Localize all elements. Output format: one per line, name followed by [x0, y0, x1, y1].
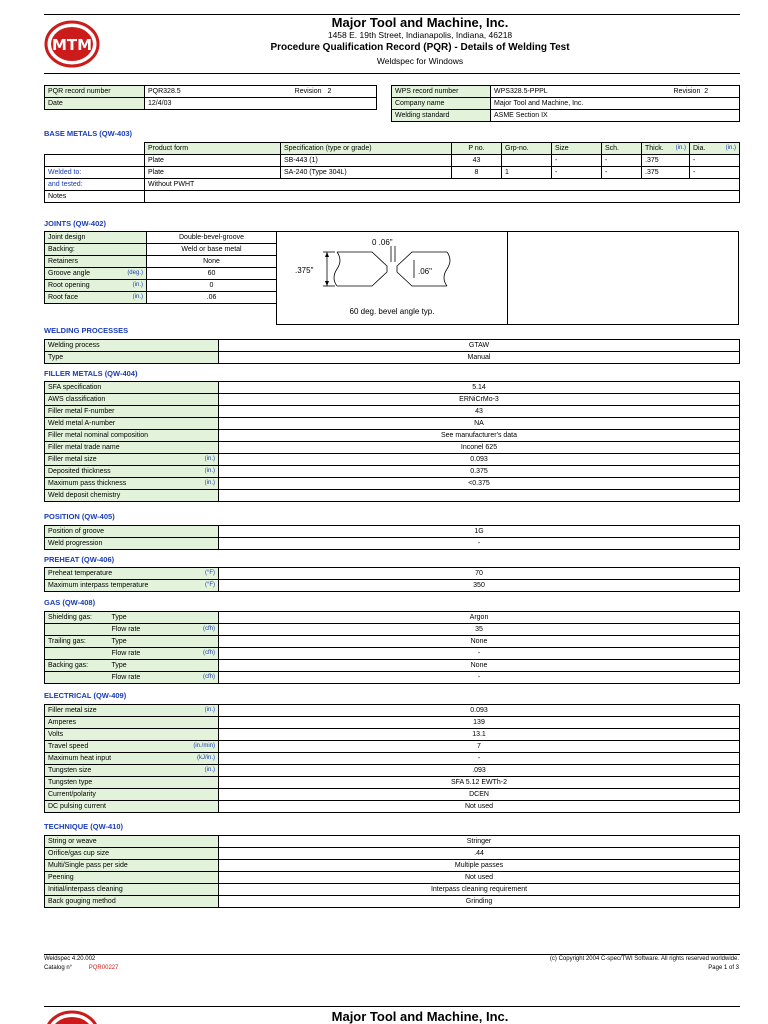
date-label: Date	[45, 98, 145, 110]
software-name: Weldspec for Windows	[376, 56, 464, 66]
joint-sketch	[277, 232, 507, 324]
base-row-dia: -	[690, 167, 740, 179]
electrical-label: Tungsten size (in.)	[45, 765, 219, 777]
base-row-thick: .375	[642, 155, 690, 167]
base-row-size: -	[552, 155, 602, 167]
base-header-pno: P no.	[452, 143, 502, 155]
gas-sub-label: Flow rate (cfh)	[109, 672, 219, 684]
joint-value: 60	[147, 268, 277, 280]
base-header-grp: Grp-no.	[502, 143, 552, 155]
process-value: GTAW	[219, 340, 740, 352]
electrical-label: DC pulsing current	[45, 801, 219, 813]
position-table	[44, 525, 740, 550]
base-row-pno: 43	[452, 155, 502, 167]
section-position: POSITION (QW-405)	[44, 512, 115, 521]
base-row-sch: -	[602, 155, 642, 167]
filler-label: Filler metal F-number	[45, 406, 219, 418]
gas-value: -	[219, 648, 740, 660]
filler-value: 43	[219, 406, 740, 418]
document-title: Procedure Qualification Record (PQR) - Details of Welding Test	[270, 42, 570, 53]
technique-value: Grinding	[219, 896, 740, 908]
filler-value: ERNiCrMo-3	[219, 394, 740, 406]
wps-value: WPS328.5-PPPL	[491, 86, 671, 98]
gas-label: Trailing gas:	[45, 636, 109, 648]
footer-copyright: (c) Copyright 2004 C-spec/TWI Software. All rights reserved worldwide.	[549, 956, 739, 962]
base-row-grp: 1	[502, 167, 552, 179]
gas-sub-label: Type	[109, 612, 219, 624]
position-value: 1G	[219, 526, 740, 538]
section-technique: TECHNIQUE (QW-410)	[44, 822, 124, 831]
gas-label	[45, 648, 109, 660]
base-row-spec: SB-443 (1)	[281, 155, 452, 167]
pqr-revision: 2	[325, 86, 377, 98]
electrical-label: Maximum heat input (kJ/in.)	[45, 753, 219, 765]
next-page-logo	[44, 1010, 100, 1024]
footer-catalog-value: PQR00227	[88, 965, 119, 971]
technique-label: Back gouging method	[45, 896, 219, 908]
electrical-value: DCEN	[219, 789, 740, 801]
gas-value: None	[219, 660, 740, 672]
logo-text: MTM	[51, 36, 93, 54]
electrical-value: 7	[219, 741, 740, 753]
filler-value: NA	[219, 418, 740, 430]
gas-value: 35	[219, 624, 740, 636]
base-header-size: Size	[552, 143, 602, 155]
base-header-dia: Dia. (in.)	[690, 143, 740, 155]
electrical-table	[44, 704, 740, 813]
technique-label: Multi/Single pass per side	[45, 860, 219, 872]
gas-value: -	[219, 672, 740, 684]
joint-value: 0	[147, 280, 277, 292]
electrical-label: Volts	[45, 729, 219, 741]
base-metals-table	[44, 142, 740, 203]
gas-label	[45, 624, 109, 636]
sketch-face-label: .06"	[418, 267, 432, 276]
filler-value: Inconel 625	[219, 442, 740, 454]
notes-label: Notes	[45, 191, 145, 203]
position-label: Weld progression	[45, 538, 219, 550]
technique-label: Peening	[45, 872, 219, 884]
gas-value: None	[219, 636, 740, 648]
filler-label: Maximum pass thickness (in.)	[45, 478, 219, 490]
footer-version: Weldspec 4.20.002	[44, 956, 96, 962]
pqr-info-table	[44, 85, 377, 110]
company-label: Company name	[392, 98, 491, 110]
base-row-size: -	[552, 167, 602, 179]
sketch-thickness-label: .375"	[295, 266, 314, 275]
and-tested-value: Without PWHT	[145, 179, 740, 191]
section-welding-processes: WELDING PROCESSES	[44, 326, 129, 335]
joint-sketch-panel	[276, 231, 508, 325]
electrical-value: -	[219, 753, 740, 765]
section-joints: JOINTS (QW-402)	[44, 219, 106, 228]
base-row-dia: -	[690, 155, 740, 167]
preheat-value: 350	[219, 580, 740, 592]
electrical-label: Travel speed (in./min)	[45, 741, 219, 753]
preheat-label: Preheat temperature (°F)	[45, 568, 219, 580]
gas-label: Backing gas:	[45, 660, 109, 672]
electrical-label: Amperes	[45, 717, 219, 729]
date-value: 12/4/03	[145, 98, 377, 110]
technique-value: Not used	[219, 872, 740, 884]
section-electrical: ELECTRICAL (QW-409)	[44, 691, 127, 700]
wps-info-table	[391, 85, 740, 122]
joint-value: Double-bevel-groove	[147, 232, 277, 244]
footer-page: Page 1 of 3	[708, 965, 739, 971]
wps-label: WPS record number	[392, 86, 491, 98]
gas-sub-label: Flow rate (cfh)	[109, 624, 219, 636]
base-row-thick: .375	[642, 167, 690, 179]
section-gas: GAS (QW-408)	[44, 598, 96, 607]
section-base-metals: BASE METALS (QW-403)	[44, 129, 133, 138]
gas-label: Shielding gas:	[45, 612, 109, 624]
filler-label: Weld deposit chemistry	[45, 490, 219, 502]
notes-value	[145, 191, 740, 203]
base-row-label: Welded to:	[45, 167, 145, 179]
sketch-caption: 60 deg. bevel angle typ.	[349, 307, 435, 316]
position-value: -	[219, 538, 740, 550]
filler-value: 0.375	[219, 466, 740, 478]
company-name: Major Tool and Machine, Inc.	[331, 15, 509, 30]
technique-value: .44	[219, 848, 740, 860]
joint-value: .06	[147, 292, 277, 304]
preheat-table	[44, 567, 740, 592]
company-address: 1458 E. 19th Street, Indianapolis, Indiana, 46218	[327, 30, 513, 40]
technique-value: Multiple passes	[219, 860, 740, 872]
wps-revision: Revision 2	[671, 86, 740, 98]
base-row-label	[45, 155, 145, 167]
gas-sub-label: Flow rate (cfh)	[109, 648, 219, 660]
base-row-form: Plate	[145, 155, 281, 167]
base-row-sch: -	[602, 167, 642, 179]
technique-label: String or weave	[45, 836, 219, 848]
process-label: Welding process	[45, 340, 219, 352]
technique-value: Interpass cleaning requirement	[219, 884, 740, 896]
process-value: Manual	[219, 352, 740, 364]
electrical-value: Not used	[219, 801, 740, 813]
gas-table	[44, 611, 740, 684]
gas-value: Argon	[219, 612, 740, 624]
standard-value: ASME Section IX	[491, 110, 740, 122]
sketch-gap-label: 0 .06"	[372, 238, 393, 247]
welding-processes-table	[44, 339, 740, 364]
joint-label: Root opening (in.)	[45, 280, 147, 292]
joint-sketch-extra	[507, 231, 739, 325]
base-header-spec: Specification (type or grade)	[281, 143, 452, 155]
electrical-value: 13.1	[219, 729, 740, 741]
joint-value: None	[147, 256, 277, 268]
technique-table	[44, 835, 740, 908]
filler-label: Filler metal trade name	[45, 442, 219, 454]
filler-label: AWS classification	[45, 394, 219, 406]
joints-table	[44, 231, 277, 304]
preheat-label: Maximum interpass temperature (°F)	[45, 580, 219, 592]
base-row-grp	[502, 155, 552, 167]
preheat-value: 70	[219, 568, 740, 580]
filler-value	[219, 490, 740, 502]
base-header-thick: Thick. (in.)	[642, 143, 690, 155]
company-logo	[44, 20, 100, 68]
pqr-value: PQR328.5 Revision	[145, 86, 325, 98]
filler-label: Weld metal A-number	[45, 418, 219, 430]
next-page-company: Major Tool and Machine, Inc.	[331, 1009, 509, 1024]
footer-catalog: Catalog n° PQR00227	[44, 965, 119, 971]
and-tested-label: and tested:	[45, 179, 145, 191]
joint-label: Backing:	[45, 244, 147, 256]
base-row-form: Plate	[145, 167, 281, 179]
standard-label: Welding standard	[392, 110, 491, 122]
filler-value: 0.093	[219, 454, 740, 466]
joint-label: Retainers	[45, 256, 147, 268]
base-row-pno: 8	[452, 167, 502, 179]
pqr-label: PQR record number	[45, 86, 145, 98]
base-header-sch: Sch.	[602, 143, 642, 155]
filler-label: SFA specification	[45, 382, 219, 394]
company-value: Major Tool and Machine, Inc.	[491, 98, 740, 110]
technique-value: Stringer	[219, 836, 740, 848]
gas-sub-label: Type	[109, 660, 219, 672]
filler-label: Filler metal size (in.)	[45, 454, 219, 466]
filler-value: 5.14	[219, 382, 740, 394]
process-label: Type	[45, 352, 219, 364]
joint-label: Joint design	[45, 232, 147, 244]
filler-value: <0.375	[219, 478, 740, 490]
electrical-value: 139	[219, 717, 740, 729]
gas-label	[45, 672, 109, 684]
filler-label: Deposited thickness (in.)	[45, 466, 219, 478]
joint-label: Root face (in.)	[45, 292, 147, 304]
gas-sub-label: Type	[109, 636, 219, 648]
electrical-label: Current/polarity	[45, 789, 219, 801]
joint-value: Weld or base metal	[147, 244, 277, 256]
filler-metals-table	[44, 381, 740, 502]
electrical-label: Tungsten type	[45, 777, 219, 789]
position-label: Position of groove	[45, 526, 219, 538]
filler-label: Filler metal nominal composition	[45, 430, 219, 442]
technique-label: Initial/interpass cleaning	[45, 884, 219, 896]
base-header-form: Product form	[145, 143, 281, 155]
base-row-spec: SA-240 (Type 304L)	[281, 167, 452, 179]
electrical-label: Filler metal size (in.)	[45, 705, 219, 717]
section-preheat: PREHEAT (QW-406)	[44, 555, 115, 564]
electrical-value: 0.093	[219, 705, 740, 717]
technique-label: Orifice/gas cup size	[45, 848, 219, 860]
section-filler-metals: FILLER METALS (QW-404)	[44, 369, 138, 378]
electrical-value: SFA 5.12 EWTh-2	[219, 777, 740, 789]
electrical-value: .093	[219, 765, 740, 777]
joint-label: Groove angle (deg.)	[45, 268, 147, 280]
filler-value: See manufacturer's data	[219, 430, 740, 442]
